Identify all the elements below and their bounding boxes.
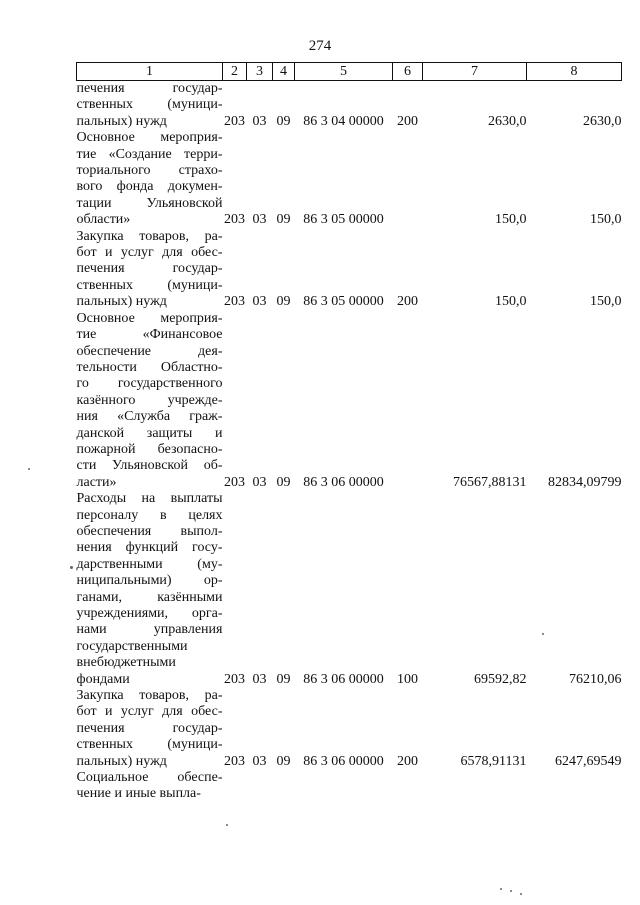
header-col-1: 1	[77, 63, 223, 81]
target-article-code: 86 3 06 00000	[303, 753, 384, 769]
chapter-code: 203	[224, 212, 245, 228]
table-row	[77, 688, 622, 770]
description-line: вого фонда докумен-	[76, 179, 223, 195]
header-col-2: 2	[223, 63, 247, 81]
chapter-code: 203	[224, 671, 245, 687]
description-line: ственных (муници-	[76, 737, 223, 753]
amount-year-1: 150,0	[495, 294, 527, 310]
description-line: печения государ-	[76, 81, 223, 96]
row-description	[77, 130, 223, 228]
amount-year-1: 76567,88131	[453, 474, 527, 490]
description-line: области»	[76, 212, 131, 228]
description-line: ниципальными) ор-	[76, 573, 223, 589]
description-line: ториального страхо-	[76, 163, 223, 179]
description-line: фондами	[76, 671, 130, 687]
subsection-code	[273, 770, 295, 803]
scan-speck	[520, 893, 522, 895]
target-article-code	[295, 770, 393, 803]
target-article-code: 86 3 06 00000	[303, 671, 384, 687]
chapter-code: 203	[224, 753, 245, 769]
row-description	[77, 229, 223, 311]
description-line: учреждениями, орга-	[76, 606, 223, 621]
description-line: го государственного	[76, 376, 223, 392]
description-line: государственными	[76, 638, 188, 654]
subsection-code: 09	[276, 753, 291, 769]
expense-type-code	[393, 130, 423, 228]
section-code: 03	[252, 113, 267, 129]
amount-year-1: 69592,82	[474, 671, 527, 687]
chapter-code: 203	[224, 294, 245, 310]
description-line: пальных) нужд	[76, 753, 167, 769]
description-line: тации Ульяновской	[76, 195, 223, 211]
description-line: Основное мероприя-	[76, 310, 223, 326]
section-code	[247, 770, 273, 803]
header-col-7: 7	[423, 63, 527, 81]
description-line: ственных (муници-	[76, 277, 223, 293]
amount-year-1: 2630,0	[488, 113, 527, 129]
chapter-code: 203	[224, 474, 245, 490]
description-line: дарственными (му-	[76, 556, 223, 572]
description-line: обеспечения выпол-	[76, 523, 223, 539]
description-line: тие «Создание терри-	[76, 146, 223, 162]
table-row	[77, 311, 622, 491]
section-code: 03	[252, 212, 267, 228]
page-number: 274	[308, 38, 332, 54]
subsection-code: 09	[276, 212, 291, 228]
table-row	[77, 770, 622, 803]
section-code: 03	[252, 671, 267, 687]
description-line: Социальное обеспе-	[76, 770, 223, 786]
description-line: бот и услуг для обес-	[76, 245, 223, 261]
budget-table	[76, 62, 622, 803]
amount-year-2: 150,0	[590, 212, 622, 228]
amount-year-2: 150,0	[590, 294, 622, 310]
description-line: данской защиты и	[76, 425, 223, 441]
header-col-4: 4	[273, 63, 295, 81]
description-line: внебюджетными	[76, 655, 176, 671]
table-row	[77, 491, 622, 688]
description-line: тельности Областно-	[76, 359, 223, 375]
description-line: пальных) нужд	[76, 294, 167, 310]
target-article-code: 86 3 05 00000	[303, 294, 384, 310]
amount-year-2: 76210,06	[569, 671, 622, 687]
table-row	[77, 130, 622, 228]
description-line: Расходы на выплаты	[76, 491, 223, 507]
expense-type-code: 200	[397, 294, 418, 310]
table-header-row	[77, 63, 622, 81]
description-line: чение и иные выпла-	[76, 786, 201, 802]
expense-type-code: 100	[397, 671, 418, 687]
subsection-code: 09	[276, 671, 291, 687]
target-article-code: 86 3 05 00000	[303, 212, 384, 228]
description-line: нения функций госу-	[76, 540, 223, 556]
row-description	[77, 688, 223, 770]
description-line: ласти»	[76, 474, 117, 490]
scan-speck	[70, 566, 73, 569]
scan-speck	[28, 468, 30, 470]
chapter-code	[223, 770, 247, 803]
description-line: обеспечение дея-	[76, 343, 223, 359]
description-line: печения государ-	[76, 261, 223, 277]
subsection-code: 09	[276, 474, 291, 490]
chapter-code: 203	[224, 113, 245, 129]
description-line: Закупка товаров, ра-	[76, 688, 223, 704]
description-line: нами управления	[76, 622, 223, 638]
scan-speck	[500, 888, 502, 890]
description-line: пальных) нужд	[76, 113, 167, 129]
row-description	[77, 311, 223, 491]
target-article-code: 86 3 04 00000	[303, 113, 384, 129]
description-line: Основное мероприя-	[76, 130, 223, 146]
amount-year-1	[423, 770, 527, 803]
target-article-code: 86 3 06 00000	[303, 474, 384, 490]
header-col-6: 6	[393, 63, 423, 81]
subsection-code: 09	[276, 113, 291, 129]
section-code: 03	[252, 474, 267, 490]
description-line: тие «Финансовое	[76, 327, 223, 343]
section-code: 03	[252, 294, 267, 310]
expense-type-code	[393, 311, 423, 491]
row-description	[77, 770, 223, 803]
description-line: ственных (муници-	[76, 97, 223, 113]
expense-type-code: 200	[397, 753, 418, 769]
description-line: ганами, казёнными	[76, 589, 223, 605]
table-row	[77, 229, 622, 311]
description-line: печения государ-	[76, 720, 223, 736]
description-line: ния «Служба граж-	[76, 409, 223, 425]
amount-year-2: 6247,69549	[555, 753, 622, 769]
section-code: 03	[252, 753, 267, 769]
amount-year-2: 2630,0	[583, 113, 622, 129]
amount-year-2: 82834,09799	[548, 474, 622, 490]
scan-speck	[510, 890, 512, 892]
description-line: персоналу в целях	[76, 507, 223, 523]
description-line: Закупка товаров, ра-	[76, 228, 223, 244]
description-line: бот и услуг для обес-	[76, 704, 223, 720]
description-line: сти Ульяновской об-	[76, 458, 223, 474]
header-col-5: 5	[295, 63, 393, 81]
header-col-8: 8	[527, 63, 622, 81]
expense-type-code	[393, 770, 423, 803]
description-line: казённого учрежде-	[76, 392, 223, 408]
amount-year-1: 6578,91131	[460, 753, 527, 769]
subsection-code: 09	[276, 294, 291, 310]
description-line: пожарной безопасно-	[76, 441, 223, 457]
amount-year-1: 150,0	[495, 212, 527, 228]
scan-speck	[226, 824, 228, 826]
row-description	[77, 81, 223, 131]
scan-speck	[542, 633, 544, 635]
table-row	[77, 81, 622, 131]
row-description	[77, 491, 223, 688]
amount-year-2	[527, 770, 622, 803]
expense-type-code: 200	[397, 113, 418, 129]
header-col-3: 3	[247, 63, 273, 81]
